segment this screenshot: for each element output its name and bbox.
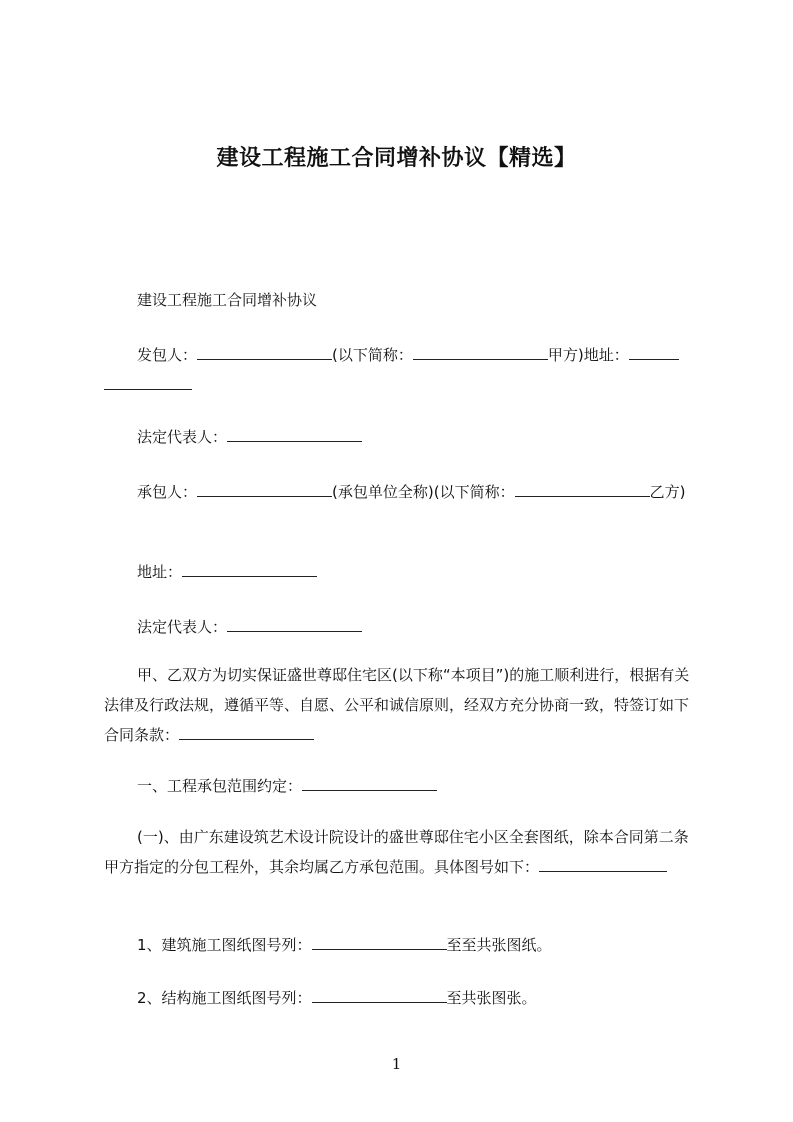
legal-rep-line-2: [104, 612, 700, 642]
subtitle: [104, 285, 700, 315]
contractor-party-b-end: 方): [664, 483, 686, 501]
intro-paragraph: [104, 660, 700, 750]
item-1-label: 1、建筑施工图纸图号列：: [137, 936, 312, 954]
item-1-line: [104, 930, 700, 960]
address-line: [104, 557, 700, 587]
legal-rep-blank-2[interactable]: [227, 617, 362, 632]
legal-rep-label-2: 法定代表人：: [137, 618, 228, 636]
clause-1-paragraph: [104, 822, 700, 882]
intro-text: 甲、乙双方为切实保证盛世尊邸住宅区(以下称“本项目”)的施工顺利进行，根据有关法律及行政法规，遵循平等、自愿、公平和诚信原则，经双方充分协商一致，特签订如下合同条款：: [104, 666, 690, 744]
subtitle-text: 建设工程施工合同增补协议: [137, 291, 318, 309]
section-1-line: [104, 771, 700, 801]
clause-1-text: (一)、由广东建设筑艺术设计院设计的盛世尊邸住宅小区全套图纸，除本合同第二条甲方指定的分包工程外，其余均属乙方承包范围。具体图号如下：: [104, 828, 689, 876]
legal-rep-blank-1[interactable]: [227, 427, 362, 442]
clause-1-blank-1[interactable]: [539, 857, 627, 872]
section-1-heading: 一、工程承包范围约定：: [137, 777, 303, 795]
employer-address-blank-1[interactable]: [629, 345, 679, 360]
employer-party-a-label: 甲方)地址：: [547, 346, 629, 364]
item-2-blank[interactable]: [312, 988, 447, 1003]
clause-1-blank-2[interactable]: [627, 857, 667, 872]
contractor-blank[interactable]: [197, 482, 332, 497]
employer-label: 发包人：: [137, 346, 198, 364]
employer-blank[interactable]: [197, 345, 332, 360]
item-2-line: [104, 983, 700, 1013]
intro-blank[interactable]: [179, 725, 314, 740]
section-1-blank[interactable]: [302, 776, 437, 791]
item-2-label: 2、结构施工图纸图号列：: [137, 989, 312, 1007]
employer-abbr-blank[interactable]: [413, 345, 548, 360]
legal-rep-label-1: 法定代表人：: [137, 428, 228, 446]
page-number: 1: [391, 1055, 402, 1073]
item-2-tail: 至共张图张。: [446, 989, 537, 1007]
contractor-label: 承包人：: [137, 483, 198, 501]
document-title: 建设工程施工合同增补协议【精选】: [216, 146, 577, 171]
contractor-line: [104, 477, 700, 507]
item-1-blank[interactable]: [312, 935, 447, 950]
contractor-full-name-label: (承包单位全称)(以下简称：: [332, 483, 515, 501]
legal-rep-line-1: [104, 422, 700, 452]
contractor-party-b-start: 乙: [649, 483, 665, 501]
employer-line: [104, 340, 700, 400]
address-blank[interactable]: [182, 562, 317, 577]
address-label: 地址：: [137, 563, 183, 581]
contractor-abbr-blank[interactable]: [515, 482, 650, 497]
employer-address-blank-2[interactable]: [104, 375, 192, 390]
item-1-tail: 至至共张图纸。: [446, 936, 552, 954]
employer-abbr-label: (以下简称：: [332, 346, 413, 364]
